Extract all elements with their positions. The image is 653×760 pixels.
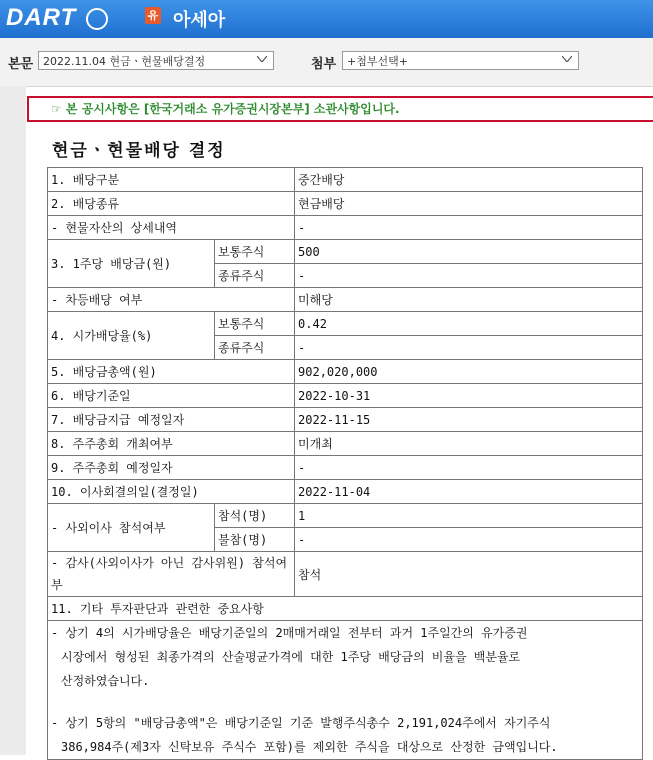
row-label: 8. 주주총회 개최여부 (48, 432, 295, 456)
document-selector-bar (0, 38, 653, 87)
row-label: - 감사(사외이사가 아닌 감사위원) 참석여부 (48, 552, 295, 597)
table-row (48, 408, 643, 432)
table-row (48, 312, 643, 336)
table-row (48, 621, 643, 760)
row-label: 2. 배당종류 (48, 192, 295, 216)
row-value: 2022-11-15 (295, 408, 643, 432)
row-label: 11. 기타 투자판단과 관련한 중요사항 (48, 597, 643, 621)
row-sublabel: 참석(명) (215, 504, 295, 528)
row-sublabel: 종류주식 (215, 264, 295, 288)
row-label: 1. 배당구분 (48, 168, 295, 192)
row-label: 10. 이사회결의일(결정일) (48, 480, 295, 504)
table-row (48, 384, 643, 408)
row-value: - (295, 264, 643, 288)
chevron-down-icon (562, 56, 572, 62)
row-value: 현금배당 (295, 192, 643, 216)
table-row (48, 216, 643, 240)
row-sublabel: 종류주식 (215, 336, 295, 360)
dart-logo[interactable]: DART (6, 4, 77, 31)
table-row (48, 456, 643, 480)
row-label: - 현물자산의 상세내역 (48, 216, 295, 240)
note-line: - 상기 5항의 "배당금총액"은 배당기준일 기준 발행주식총수 2,191,024주에서 자기주식 (51, 716, 551, 730)
chevron-down-icon (257, 56, 267, 62)
note-line: 시장에서 형성된 최종가격의 산술평균가격에 대한 1주당 배당금의 비율을 백분율로 (61, 650, 521, 664)
row-label: - 사외이사 참석여부 (48, 504, 215, 552)
row-value: - (295, 456, 643, 480)
row-value: 0.42 (295, 312, 643, 336)
table-row (48, 504, 643, 528)
table-row (48, 480, 643, 504)
table-row (48, 360, 643, 384)
table-row (48, 597, 643, 621)
note-spacer (51, 693, 638, 711)
row-value: 2022-10-31 (295, 384, 643, 408)
table-row (48, 288, 643, 312)
row-label: 3. 1주당 배당금(원) (48, 240, 215, 288)
document-margin (0, 86, 26, 755)
row-label: - 차등배당 여부 (48, 288, 295, 312)
attachment-select[interactable] (342, 51, 579, 70)
row-value: 참석 (295, 552, 643, 597)
note-line: 산정하였습니다. (61, 674, 150, 688)
table-row (48, 168, 643, 192)
document-title: 현금ㆍ현물배당 결정 (52, 141, 226, 161)
note-line: - 상기 4의 시가배당율은 배당기준일의 2매매거래일 전부터 과거 1주일간의 유가증권 (51, 626, 528, 640)
row-value: 902,020,000 (295, 360, 643, 384)
other-notes (48, 621, 643, 760)
row-value: 미해당 (295, 288, 643, 312)
row-label: 6. 배당기준일 (48, 384, 295, 408)
row-value: 2022-11-04 (295, 480, 643, 504)
note-line: 386,984주(제3자 신탁보유 주식수 포함)를 제외한 주식을 대상으로 산정한 금액입니다. (61, 740, 558, 754)
table-row (48, 192, 643, 216)
table-row (48, 432, 643, 456)
row-sublabel: 보통주식 (215, 312, 295, 336)
attachment-select-value: +첨부선택+ (347, 55, 408, 68)
row-value: 1 (295, 504, 643, 528)
row-label: 5. 배당금총액(원) (48, 360, 295, 384)
row-value: - (295, 216, 643, 240)
row-value: 미개최 (295, 432, 643, 456)
market-badge: 유 (145, 7, 161, 24)
row-sublabel: 보통주식 (215, 240, 295, 264)
row-value: 중간배당 (295, 168, 643, 192)
row-label: 7. 배당금지급 예정일자 (48, 408, 295, 432)
dividend-table (47, 167, 643, 760)
dart-logo-mark-icon (86, 8, 108, 30)
table-row (48, 552, 643, 597)
top-header-bar (0, 0, 653, 38)
main-doc-label: 본문 (8, 57, 34, 72)
row-value: 500 (295, 240, 643, 264)
main-doc-select-value: 2022.11.04 현금ㆍ현물배당결정 (43, 55, 206, 68)
jurisdiction-notice: ☞ 본 공시사항은 [한국거래소 유가증권시장본부] 소관사항입니다. (27, 96, 653, 122)
row-label: 9. 주주총회 예정일자 (48, 456, 295, 480)
row-label: 4. 시가배당율(%) (48, 312, 215, 360)
company-name: 아세아 (173, 10, 226, 30)
row-sublabel: 불참(명) (215, 528, 295, 552)
attachment-label: 첨부 (311, 57, 337, 72)
table-row (48, 240, 643, 264)
main-doc-select[interactable] (38, 51, 274, 70)
row-value: - (295, 528, 643, 552)
row-value: - (295, 336, 643, 360)
